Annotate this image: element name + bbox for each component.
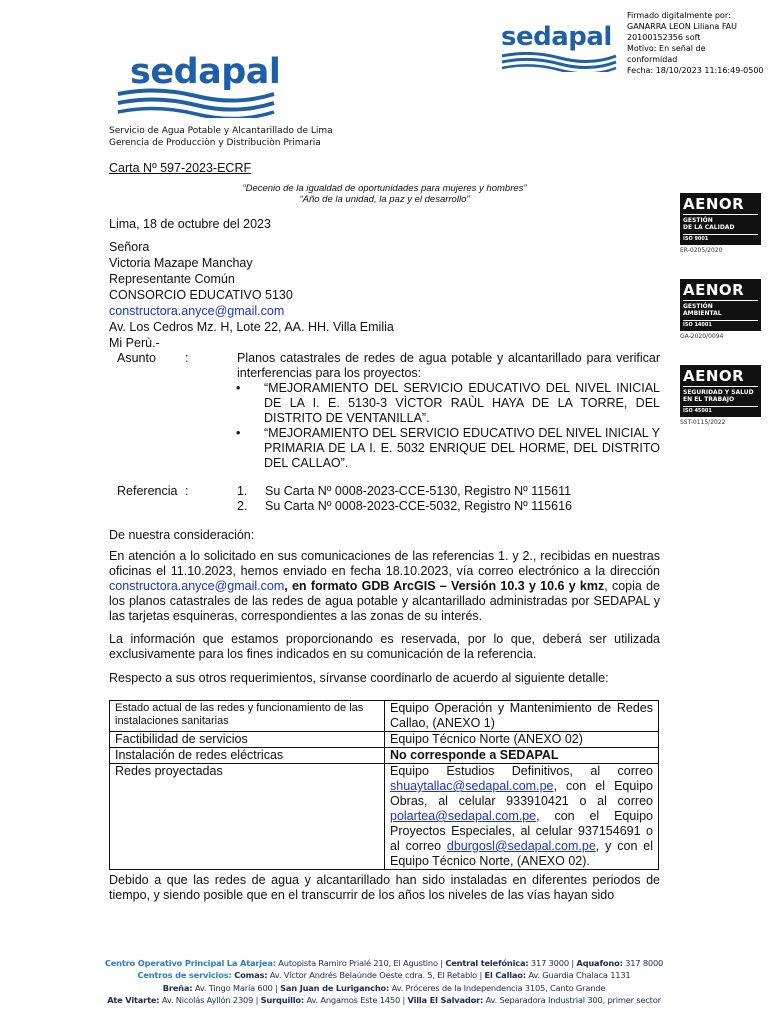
cert-standard: ISO 45001	[683, 406, 758, 415]
recipient-role: Representante Común	[109, 272, 235, 286]
cert-code: GA-2020/0094	[680, 333, 724, 340]
table-cell-text: , y con el Equipo Técnico Norte, (ANEXO 02).	[390, 839, 653, 868]
recipient-company: CONSORCIO EDUCATIVO 5130	[109, 288, 293, 302]
table-cell	[110, 748, 385, 764]
motto-line: “Año de la unidad, la paz y el desarrollo”	[299, 194, 470, 205]
footer-line	[0, 982, 768, 994]
footer-text: Av. Nicolás Ayllón 2309 |	[159, 995, 261, 1006]
org-name: Servicio de Agua Potable y Alcantarillado de Lima	[109, 126, 333, 136]
recipient-block	[109, 239, 394, 351]
subject-bullet: •	[236, 426, 241, 440]
table-cell-text: Equipo Operación y Mantenimiento de Redes Callao, (ANEXO 1)	[390, 701, 653, 730]
signature-line: Firmado digitalmente por:	[627, 11, 731, 20]
cert-code: SST-0115/2022	[680, 419, 726, 426]
email-link-obras[interactable]: polartea@sedapal.com.pe	[390, 809, 537, 823]
reference-number: 2.	[237, 499, 248, 513]
footer-key: San Juan de Lurigancho:	[280, 982, 390, 993]
footer-line	[0, 994, 768, 1006]
details-table	[109, 700, 659, 870]
footer-text: Av. Guardia Chalaca 1131	[525, 970, 631, 981]
footer-key: Ate Vitarte:	[107, 995, 160, 1006]
footer-heading: Centros de servicios:	[137, 970, 232, 981]
table-row	[110, 732, 659, 748]
table-cell	[385, 732, 659, 748]
logo-waves-small-icon	[500, 52, 618, 72]
footer-text: 317 8000	[622, 958, 664, 968]
footer-key: Central telefónica:	[445, 958, 529, 968]
paragraph-1	[109, 549, 660, 624]
org-info	[109, 125, 333, 149]
org-unit: Gerencia de Producciòn y Distribuciòn Primaria	[109, 138, 321, 148]
reference-label: Referencia	[117, 484, 178, 498]
table-cell-text: Instalación de redes eléctricas	[115, 748, 284, 762]
table-cell-text: , con el Equipo Proyectos Especiales, al celular 937154691 o al correo	[390, 809, 653, 853]
signature-line: Fecha: 18/10/2023 11:16:49-0500	[627, 66, 764, 75]
footer-key: Breña:	[162, 982, 193, 993]
cert-label: AMBIENTAL	[683, 310, 722, 317]
footer-text: Av. Próceres de la Independencia 3105, Canto Grande	[389, 982, 606, 993]
table-cell	[385, 701, 659, 732]
table-cell-text: Factibilidad de servicios	[115, 732, 248, 746]
footer-heading: Centro Operativo Principal La Atarjea:	[104, 958, 276, 968]
table-cell	[385, 748, 659, 764]
footer-line	[0, 957, 768, 969]
cert-label: DE LA CALIDAD	[683, 224, 735, 231]
header-logo-small: sedapal	[501, 22, 612, 52]
footer-text: Av. Tingo María 600 |	[192, 982, 281, 993]
subject-project-2: “MEJORAMIENTO DEL SERVICIO EDUCATIVO DEL NIVEL INICIAL Y PRIMARIA DE LA I. E. 5032 ENRIQUE DEL HORME, DEL DISTRITO DEL CALLAO”.	[264, 426, 660, 470]
cert-label: GESTIÓN	[683, 217, 713, 224]
reference-item-1: Su Carta Nº 0008-2023-CCE-5130, Registro Nº 115611	[265, 484, 572, 498]
cert-label: GESTIÓN	[683, 303, 713, 310]
paragraph-4: Debido a que las redes de agua y alcantarillado han sido instaladas en diferentes periodos de tiempo, y siendo posible que en el transcurrir de los años los niveles de las vías hayan sido	[109, 873, 660, 902]
recipient-address: Av. Los Cedros Mz. H, Lote 22, AA. HH. Villa Emilia	[109, 320, 394, 334]
footer-key: Villa El Salvador:	[407, 995, 484, 1006]
recipient-name: Victoria Mazape Manchay	[109, 256, 253, 270]
cert-label: SEGURIDAD Y SALUD	[683, 389, 754, 396]
table-cell	[385, 764, 659, 870]
cert-brand: AENOR	[683, 195, 745, 213]
letter-number: Carta Nº 597-2023-ECRF	[109, 161, 252, 175]
reference-colon: :	[185, 484, 189, 498]
table-cell-bold: No corresponde a SEDAPAL	[390, 748, 559, 762]
table-row	[110, 764, 659, 870]
recipient-city: Mi Perù.-	[109, 336, 160, 350]
digital-signature	[627, 10, 767, 76]
paragraph-2: La información que estamos proporcionando es reservada, por lo que, deberá ser utilizada exclusivamente para los fines indicados en su comunicación de la referencia.	[109, 632, 660, 661]
motto-line: “Decenio de la igualdad de oportunidades para mujeres y hombres”	[242, 183, 527, 194]
footer-text: Av. Víctor Andrés Belaúnde Oeste cdra. 5, El Retablo |	[267, 970, 485, 981]
cert-brand: AENOR	[683, 367, 745, 385]
footer-text: Av. Angamos Este 1450 |	[304, 995, 408, 1006]
email-link-proyectos[interactable]: dburgosl@sedapal.com.pe	[446, 839, 596, 853]
reference-item-2: Su Carta Nº 0008-2023-CCE-5032, Registro Nº 115616	[265, 499, 572, 513]
paragraph-1-email-link[interactable]: constructora.anyce@gmail.com	[109, 579, 285, 593]
signature-line: 20100152356 soft	[627, 33, 701, 42]
letter-date: Lima, 18 de octubre del 2023	[109, 217, 271, 231]
cert-badge-safety	[680, 365, 761, 426]
cert-label: EN EL TRABAJO	[683, 396, 735, 403]
table-cell	[110, 701, 385, 732]
table-row	[110, 701, 659, 732]
cert-brand: AENOR	[683, 281, 745, 299]
signature-line: conformidad	[627, 55, 678, 64]
footer-text: 317 3000 |	[528, 958, 577, 968]
table-cell-text: Redes proyectadas	[115, 764, 223, 778]
table-cell-text: Equipo Estudios Definitivos, al correo	[390, 764, 653, 778]
signature-line: GANARRA LEON Liliana FAU	[627, 22, 738, 31]
cert-badge-environment	[680, 279, 761, 340]
greeting: De nuestra consideración:	[109, 528, 255, 542]
subject-intro: Planos catastrales de redes de agua potable y alcantarillado para verificar interferencias para los proyectos:	[237, 351, 660, 380]
footer	[0, 957, 768, 1007]
table-cell-text: Estado actual de las redes y funcionamiento de las instalaciones sanitarias	[115, 702, 364, 727]
footer-key: Aquafono:	[576, 958, 623, 968]
table-cell-text: Equipo Técnico Norte (ANEXO 02)	[390, 732, 583, 746]
table-cell-text: , con el Equipo Obras, al celular 933910421 o al correo	[390, 779, 653, 808]
email-link-estudios[interactable]: shuaytallac@sedapal.com.pe	[390, 779, 554, 793]
footer-key: El Callao:	[484, 970, 526, 981]
cert-standard: ISO 9001	[683, 234, 758, 243]
cert-badge-quality	[680, 193, 761, 254]
subject-project-1: “MEJORAMIENTO DEL SERVICIO EDUCATIVO DEL NIVEL INICIAL DE LA I. E. 5130-3 VÌCTOR RAÙL HAYA DE LA TORRE, DEL DISTRITO DE VENTANILLA”.	[264, 381, 660, 425]
table-cell	[110, 764, 385, 870]
footer-key: Surquillo:	[260, 995, 305, 1006]
table-row	[110, 748, 659, 764]
table-cell	[110, 732, 385, 748]
subject-label: Asunto	[117, 351, 156, 365]
paragraph-3: Respecto a sus otros requerimientos, sírvanse coordinarlo de acuerdo al siguiente detalle:	[109, 671, 609, 685]
footer-key: Comas:	[231, 970, 268, 981]
footer-text: Av. Separadora Industrial 300, primer sector	[483, 995, 661, 1006]
subject-bullet: •	[236, 381, 241, 395]
paragraph-1-text: En atención a lo solicitado en sus comunicaciones de las referencias 1. y 2., recibidas en nuestras oficinas el 11.10.2023, hemos enviado en fecha 18.10.2023, vía correo electrónico a la dirección	[109, 549, 660, 578]
footer-text: Autopista Ramiro Prialé 210, El Agustino |	[275, 958, 446, 968]
header-logo: sedapal	[130, 52, 281, 92]
logo-waves-icon	[116, 88, 276, 118]
recipient-email-link[interactable]: constructora.anyce@gmail.com	[109, 304, 285, 318]
cert-standard: ISO 14001	[683, 320, 758, 329]
cert-code: ER-0205/2020	[680, 247, 723, 254]
signature-line: Motivo: En señal de	[627, 44, 706, 53]
recipient-salutation: Señora	[109, 240, 150, 254]
reference-number: 1.	[237, 484, 248, 498]
subject-colon: :	[185, 351, 189, 365]
paragraph-1-bold: , en formato GDB ArcGIS – Versión 10.3 y 10.6 y kmz	[284, 579, 605, 593]
paragraph-1-text-end: , copia de los planos catastrales de las redes de agua potable y alcantarillado administradas por SEDAPAL y las tarjetas esquineras, correspondientes a las zonas de su interés.	[109, 579, 661, 623]
footer-line	[0, 969, 768, 981]
